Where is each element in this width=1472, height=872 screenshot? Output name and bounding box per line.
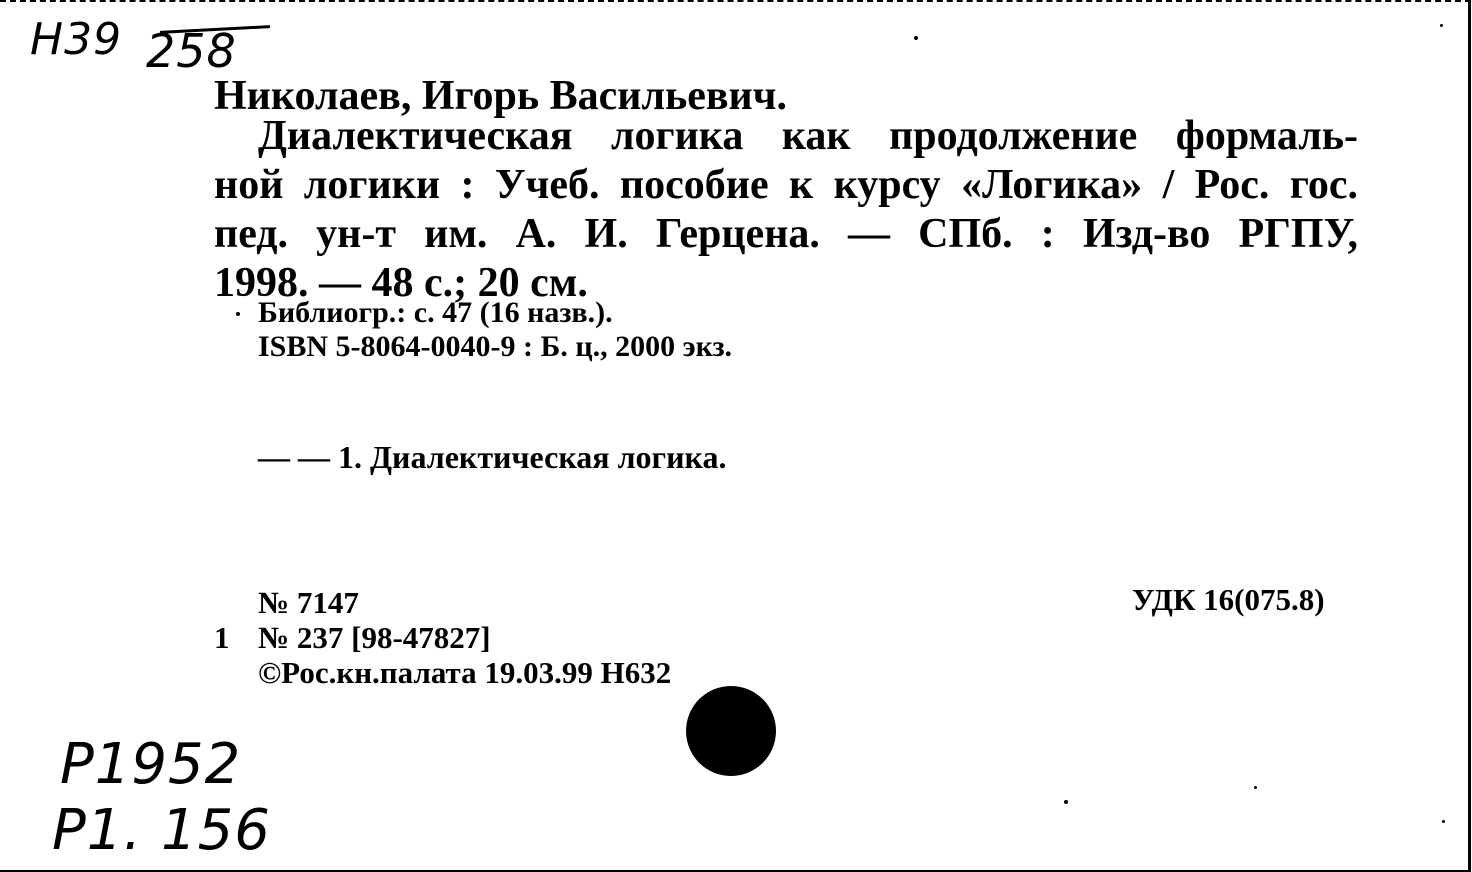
- description-line: ной логики : Учеб. пособие к курсу «Логика» / Рос. гос.: [214, 162, 1358, 208]
- record-copyright: ©Рос.кн.палата 19.03.99 Н632: [258, 655, 672, 690]
- description-line: Диалектическая логика как продолжение формаль-: [258, 113, 1358, 159]
- speck: [1440, 24, 1443, 27]
- record-number-1: № 7147: [258, 585, 359, 620]
- speck: [1442, 820, 1445, 823]
- record-index-mark: 1: [214, 620, 230, 655]
- speck: [1254, 786, 1257, 789]
- punch-hole: [686, 686, 776, 776]
- record-author: Николаев, Игорь Васильевич.: [214, 73, 787, 119]
- description-line: 1998. — 48 с.; 20 см.: [214, 260, 588, 306]
- handwritten-shelf-number: 258: [146, 24, 237, 78]
- record-description: [214, 112, 1358, 308]
- handwritten-note-1: Р1952: [60, 732, 242, 797]
- speck: [1064, 800, 1068, 804]
- record-number-2: № 237 [98-47827]: [258, 620, 491, 655]
- handwritten-shelf-mark: Н39: [30, 14, 123, 65]
- record-bibliography: Библиогр.: с. 47 (16 назв.).: [258, 296, 613, 329]
- record-isbn: ISBN 5-8064-0040-9 : Б. ц., 2000 экз.: [258, 330, 733, 363]
- speck: [914, 36, 918, 40]
- record-subject-heading: — — 1. Диалектическая логика.: [258, 439, 727, 475]
- description-line: пед. ун-т им. А. И. Герцена. — СПб. : Изд-во РГПУ,: [214, 211, 1358, 257]
- record-udk: УДК 16(075.8): [1132, 582, 1325, 617]
- handwritten-note-2: Р1. 156: [52, 798, 271, 863]
- speck: [236, 312, 240, 316]
